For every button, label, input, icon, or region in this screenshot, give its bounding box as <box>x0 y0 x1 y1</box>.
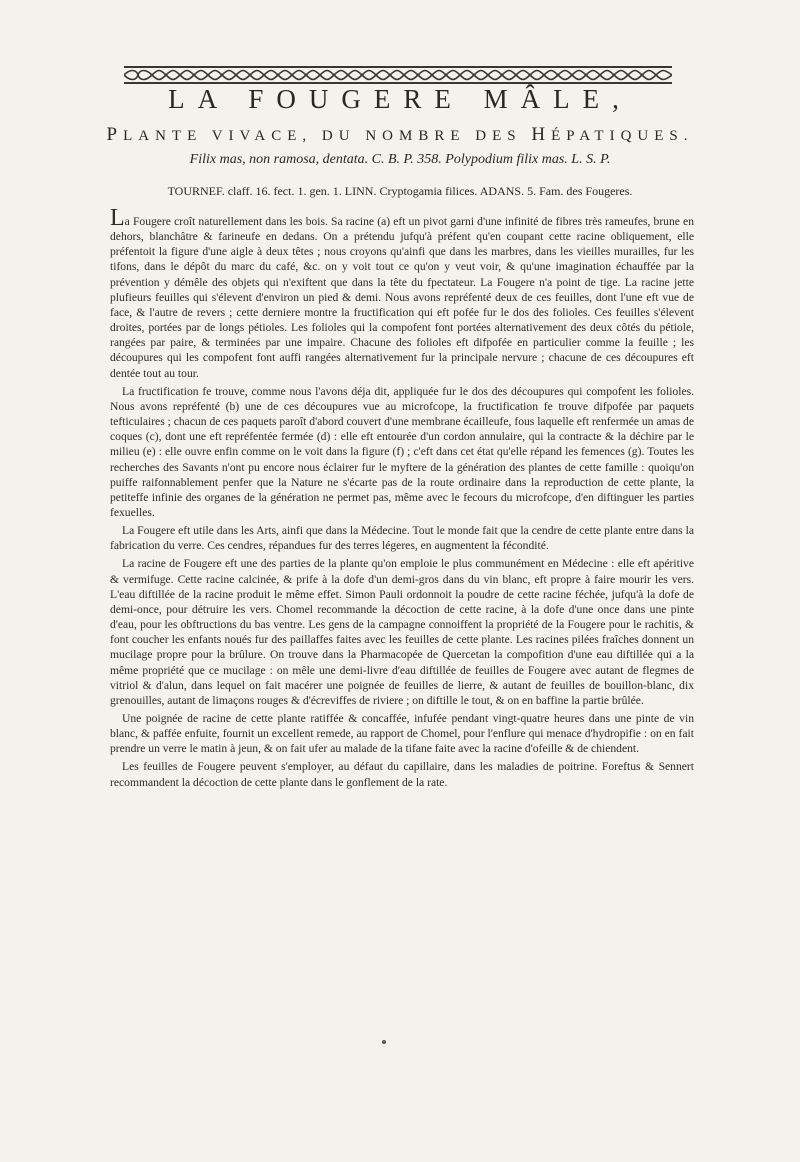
paragraph-2: La fructification fe trouve, comme nous l'avons déja dit, appliquée fur le dos des découpures qui compofent les folioles. Nous avons repréfenté (b) une de ces découpures vue au microfcope, la fructification fe trouve difpofée par paquets tefticulaires ; chacun de ces paquets paroît d'abord couvert d'une membrane écailleufe, fous laquelle eft renfermée un amas de coques (c), dont une eft repréfentée fermée (d) : elle eft entourée d'un cordon annulaire, qui la contracte & la déchire par le milieu (e) : elle ouvre enfin comme on le voit dans la figure (f) ; c'eft dans cet état qu'elle répand les femences (g). Toutes les recherches des Savants n'ont pu encore nous éclairer fur le myftere de la génération des plantes de cette famille : quoiqu'on puiffe raifonnablement penfer que la Nature ne s'écarte pas de la route ordinaire dans la reproduction de cette plante, la petiteffe infinie des organes de la génération ne permet pas, même avec le fecours du microfcope, d'en diftinguer les parties fexuelles. <box>110 384 694 519</box>
paragraph-1-text: a Fougere croît naturellement dans les bois. Sa racine (a) eft un pivot garni d'une infinité de fibres très rameufes, brune en dehors, blanchâtre & farineufe en dedans. On a prétendu jufqu'à préfent qu'en coupant cette racine obliquement, elle préfentoit la figure d'une aigle à deux têtes ; nous croyons qu'ainfi que dans les marbres, dans les vieilles murailles, fur les tifons, dans le dépôt du marc du café, &c. on y voit tout ce qu'on y veut voir, & qu'une imagination échauffée par la prévention y démêle des objets qui n'exiftent que dans la tête du fpectateur. La Fougere n'a point de tige. La racine jette plufieurs feuilles qui s'élevent d'environ un pied & demi. Nous avons repréfenté deux de ces feuilles, dont l'une eft vue de face, & l'autre de revers ; cette derniere montre la fructification qui eft pofée fur le dos des folioles. Ces feuilles s'élevent droites, portées par de longs pétioles. Les folioles qui la compofent font portées alternativement des deux côtés du pétiole, rangées par paire, & terminées par une impaire. Chacune des folioles eft difpofée en particulier comme la feuille ; les découpures qui les compofent font auffi rangées alternativement fur la principale nervure ; chacune de ces découpures eft dentée tout au tour. <box>110 215 694 380</box>
ornamental-border <box>124 66 672 84</box>
paragraph-4: La racine de Fougere eft une des parties de la plante qu'on emploie le plus communément en Médecine : elle eft apéritive & vermifuge. Cette racine calcinée, & prife à la dofe d'un demi-gros dans du vin blanc, eft propre à faire mourir les vers. L'eau diftillée de la racine produit le même effet. Simon Pauli ordonnoit la poudre de cette racine féchée, jufqu'à la dofe de demi-once, pour détruire les vers. Chomel recommande la décoction de cette racine, à la dofe d'une once dans une pinte d'eau, pour les obftructions du bas ventre. Les gens de la campagne connoiffent la propriété de la Fougere pour le rachitis, & font coucher les enfants noués fur des paillaffes faites avec les feuilles de cette plante. Les racines pilées fraîches donnent un mucilage propre pour la brûlure. On trouve dans la Pharmacopée de Quercetan la compofition d'une eau diftillée qui a la même propriété que ce mucilage : on mêle une demi-livre d'eau diftillée de feuilles de Fougere avec autant de flegmes de vitriol & d'alun, dans lequel on fait macérer une poignée de feuilles de lierre, & autant de feuilles de bouillon-blanc, dix grenouilles, autant de limaçons rouges & d'écreviffes de riviere ; on diftille le tout, & on en baffine la partie brûlée. <box>110 557 694 707</box>
ink-dot <box>382 1040 386 1044</box>
paragraph-3: La Fougere eft utile dans les Arts, ainfi que dans la Médecine. Tout le monde fait que la cendre de cette plante entre dans la fabrication du verre. Ces cendres, répandues fur des terres légeres, en augmentent la fécondité. <box>110 524 694 553</box>
subtitle-end: ÉPATIQUES. <box>551 128 694 144</box>
drop-cap: L <box>110 205 125 231</box>
classification-line: TOURNEF. claff. 16. fect. 1. gen. 1. LINN. Cryptogamia filices. ADANS. 5. Fam. des Fougeres. <box>167 184 633 198</box>
page-subtitle <box>0 124 800 146</box>
paragraph-5: Une poignée de racine de cette plante ratiffée & concaffée, infufée pendant vingt-quatre heures dans une pinte de vin blanc, & paffée enfuite, fournit un excellent remede, au rapport de Chomel, pour l'enflure qui menace d'hydropifie : on en fait prendre un verre le matin à jeun, & on fait ufer au malade de la tifane faite avec la racine d'ofeille & de chiendent. <box>110 712 694 756</box>
botanical-synonymy: Filix mas, non ramosa, dentata. C. B. P. 358. Polypodium filix mas. L. S. P. <box>189 152 611 167</box>
paragraph-6: Les feuilles de Fougere peuvent s'employer, au défaut du capillaire, dans les maladies de poitrine. Foreftus & Sennert recommandent la décoction de cette plante dans le gonflement de la rate. <box>110 760 694 789</box>
subtitle-middle: LANTE VIVACE, DU NOMBRE DES <box>123 128 532 144</box>
paragraph-1 <box>110 205 694 381</box>
subtitle-initial: P <box>106 124 124 145</box>
subtitle-cap: H <box>531 124 552 145</box>
page-title: LA FOUGERE MÂLE, <box>168 84 632 114</box>
body-text <box>110 205 694 793</box>
